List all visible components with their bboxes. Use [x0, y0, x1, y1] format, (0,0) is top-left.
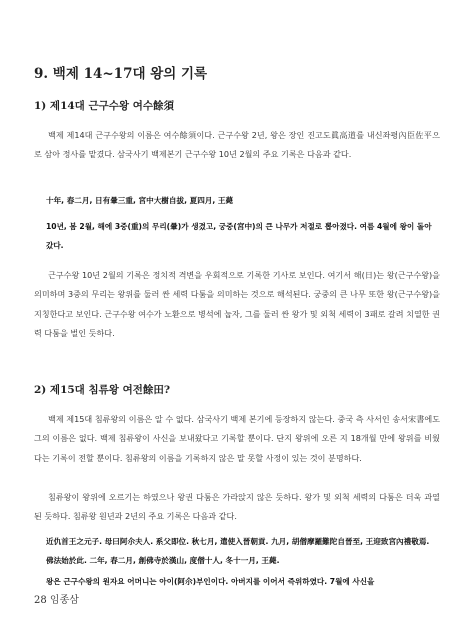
quote-translation: 왕은 근구수왕의 원자요 어머니는 아이(阿尒)부인이다. 아버지를 이어서 즉위하였다. 7월에 사신을 [46, 577, 375, 586]
body-paragraph: 근구수왕 10년 2월의 기록은 정치적 격변을 우회적으로 기록한 기사로 보인다. 여기서 해(日)는 왕(근구수왕)을 의미하며 3중의 무리는 왕위를 둘러 싼 세력 다툼을 의미하는 것으로 해석된다. 궁중의 큰 나무 또한 왕(근구수왕)을 지칭한다고 보인다. 근구수왕 여수가 노환으로 병석에 눕자, 그를 둘러 싼 왕가 및 외척 세력이 3패로 갈려 치열한 권력 다툼을 벌인 듯하다. [34, 270, 440, 339]
quote-hanja: 十年, 春二月, 日有暈三重, 宮中大樹自拔, 夏四月, 王薨 [46, 196, 234, 205]
body-paragraph: 백제 제14대 근구수왕의 이름은 여수餘須이다. 근구수왕 2년, 왕은 장인 진고도眞高道를 내신좌평內臣佐平으로 삼아 정사를 맡겼다. 삼국사기 백제본기 근구수왕 10년 2월의 주요 기록은 다음과 같다. [34, 130, 440, 160]
body-paragraph: 백제 제15대 침류왕의 이름은 알 수 없다. 삼국사기 백제 본기에 등장하지 않는다. 중국 측 사서인 송서宋書에도 그의 이름은 없다. 백제 침류왕이 사신을 보내왔다고 기록할 뿐이다. 단지 왕위에 오른 지 18개월 만에 왕위를 비웠다는 기록이 전할 뿐이다. 침류왕의 이름을 기록하지 않은 말 못할 사정이 있는 것이 분명하다. [34, 414, 440, 463]
quote-hanja: 近仇首王之元子. 母曰阿尒夫人. 系父即位. 秋七月, 遣使入晉朝貢. 九月, 胡僧摩羅難陀自晉至, 王迎致宮內禮敬焉. 佛法始於此. 二年, 春二月, 創佛寺於漢山, 度僧十人, 冬十一月, 王薨. [46, 537, 430, 565]
body-paragraph: 침류왕이 왕위에 오르기는 하였으나 왕권 다툼은 가라앉지 않은 듯하다. 왕가 및 외척 세력의 다툼은 더욱 과열된 듯하다. 침류왕 원년과 2년의 주요 기록은 다음과 같다. [34, 492, 440, 522]
section-heading-chimryu: 2) 제15대 침류왕 여전餘田? [34, 384, 171, 396]
section-heading-geunsusu: 1) 제14대 근구수왕 여수餘須 [34, 100, 174, 112]
quote-translation: 10년, 봄 2월, 해에 3중(重)의 무리(暈)가 생겼고, 궁중(宮中)의 큰 나무가 저절로 뽑아졌다. 여름 4월에 왕이 돌아갔다. [46, 222, 432, 250]
chapter-title: 9. 백제 14~17대 왕의 기록 [34, 66, 208, 82]
page-footer: 28 임종삼 [34, 595, 79, 606]
